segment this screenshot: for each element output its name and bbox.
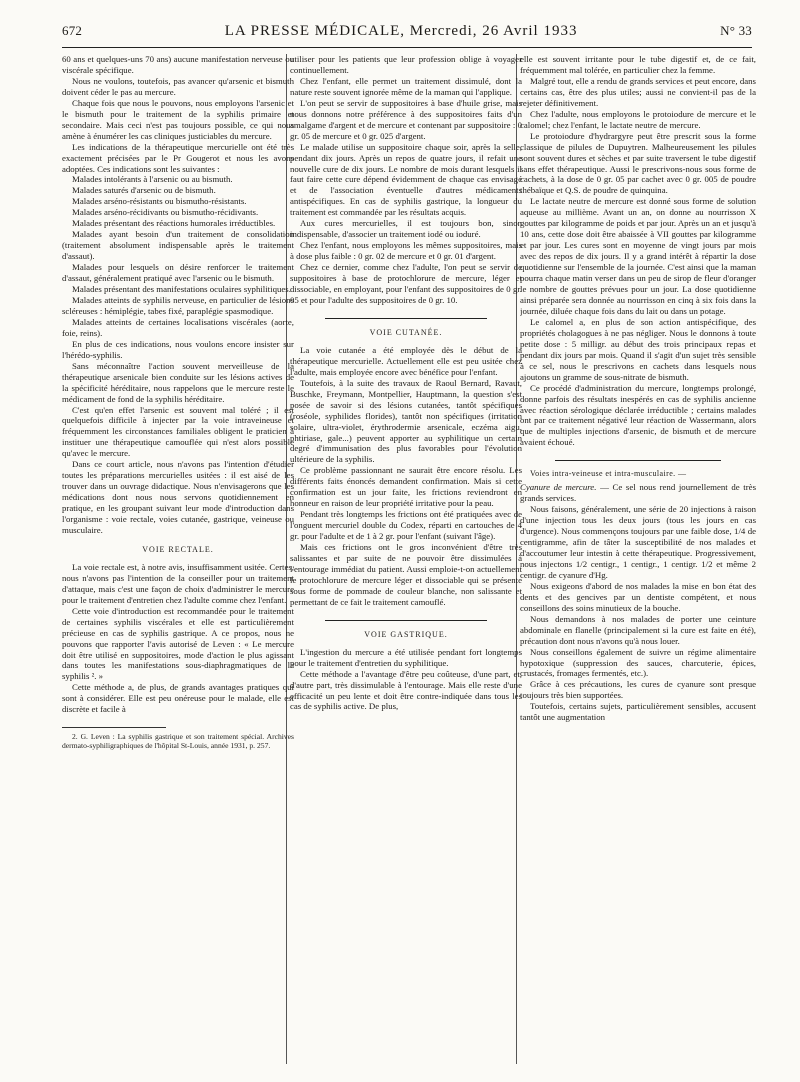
- paragraph: Le malade utilise un suppositoire chaque soir, après la selle, pendant dix jours. Après un repos de quatre jours, il refait une nouvelle cure de dix jours. Le nombre de mois durant lesquels il faut faire cette cure dépend évidemment de chaque cas envisagé et de l'association éventuelle d'autres médicaments antispécifiques. En cas de syphilis gastrique, la longueur du traitement est commandée par les résultats acquis.: [290, 141, 522, 218]
- paragraph: Chaque fois que nous le pouvons, nous employons l'arsenic et le bismuth pour le traitement de la syphilis primaire et secondaire. Mais ceci n'est pas toujours possible, ce qui nous amène à énumérer les cas cliniques justiciables du mercure.: [62, 97, 294, 141]
- header-rule: [62, 47, 752, 48]
- paragraph: elle est souvent irritante pour le tube digestif et, de ce fait, fréquemment mal tolérée, en particulier chez la femme.: [520, 54, 756, 75]
- paragraph: Dans ce court article, nous n'avons pas l'intention d'étudier toutes les préparations mercurielles usitées : il est aisé de les trouver dans un ouvrage didactique. Nous n'envisagerons que les médications dont nous nous servons quotidiennement en pratique, en les groupant suivant leur mode d'introduction dans l'organisme : voie rectale, voies cutanée, gastrique, veineuse ou musculaire.: [62, 459, 294, 535]
- issue-number: N° 33: [720, 23, 752, 38]
- paragraph: [520, 482, 756, 504]
- paragraph: Cette voie d'introduction est recommandée pour le traitement de certaines syphilis viscérales et elle est particulièrement précieuse en cas de syphilis gastrique. A ce propos, nous ne pouvons que rapporter l'avis autorisé de Leven : « Le mercure doit être utilisé en suppositoires, mode d'action le plus agissant dans toutes les manifestations sous-diaphragmatiques de la syphilis ². »: [62, 605, 294, 682]
- indication-item: Malades arséno-récidivants ou bismutho-récidivants.: [72, 207, 259, 218]
- section-heading-voies-intraveineuse: Voies intra-veineuse et intra-musculaire. —: [530, 469, 687, 479]
- paragraph: Aux cures mercurielles, il est toujours bon, sinon indispensable, d'associer un traitement iodé ou ioduré.: [290, 218, 522, 240]
- page-header: [62, 23, 752, 45]
- footnote-rule: [62, 727, 166, 728]
- section-divider: [325, 318, 487, 319]
- paragraph: Ce problème passionnant ne saurait être encore résolu. Les différents faits énoncés demandent confirmation. Mais si cette confirmation est un jour faite, les frictions reviendront en honneur en raison de leur propriété irritative pour la peau.: [290, 465, 522, 509]
- paragraph: La voie cutanée a été employée dès le début de la thérapeutique mercurielle. Actuellement elle est peu usitée chez l'adulte, mais employée encore avec bénéfice pour l'enfant.: [290, 344, 522, 377]
- paragraph: La voie rectale est, à notre avis, insuffisamment usitée. Certes, nous n'avons pas l'intention de la conseiller pour un traitement d'attaque, mais c'est une façon de choix d'administrer le mercure pour le traitement d'entretien chez l'adulte comme chez l'enfant.: [62, 561, 294, 605]
- page-number: 672: [62, 23, 83, 38]
- paragraph-text: — Ce sel nous rend journellement de très grands services.: [520, 482, 756, 504]
- indication-item: Malades atteints de syphilis nerveuse, en particulier de lésions scléreuses : hémiplégie, tabes fixé, paraplégie spasmodique.: [62, 294, 294, 316]
- column-1: [62, 54, 294, 1074]
- column-3: [520, 54, 756, 1074]
- paragraph: Les indications de la thérapeutique mercurielle ont été très exactement précisées par le Pr Gougerot et nous les avons adoptées. Ces indications sont les suivantes :: [62, 141, 294, 174]
- paragraph: Chez l'enfant, nous employons les mêmes suppositoires, mais à dose plus faible : 0 gr. 02 de mercure et 0 gr. 01 d'argent.: [290, 240, 522, 262]
- paragraph: utiliser pour les patients que leur profession oblige à voyager continuellement.: [290, 54, 522, 75]
- paragraph: Nous faisons, généralement, une série de 20 injections à raison d'une injection tous les deux jours (tous les jours en cas d'urgence). Nous commençons toujours par une faible dose, 1/4 de centigramme, afin de tâter la susceptibilité de nos malades et d'accoutumer leur intestin à cette thérapeutique. Progressivement, nous injectons 1/2 centigr., 1 centigr., 1 centigr. 1/2 et même 2 centigr. de cyanure d'Hg.: [520, 504, 756, 580]
- paragraph: Chez ce dernier, comme chez l'adulte, l'on peut se servir de suppositoires à base de protochlorure de mercure, léger et dissociable, en employant, pour l'enfant des suppositoires de 0 gr. 05 et pour l'adulte des suppositoires de 0 gr. 10.: [290, 262, 522, 305]
- indication-item: Malades arséno-résistants ou bismutho-résistants.: [72, 196, 247, 207]
- paragraph: Chez l'adulte, nous employons le protoiodure de mercure et le calomel; chez l'enfant, le lactate neutre de mercure.: [520, 108, 756, 130]
- paragraph: Le lactate neutre de mercure est donné sous forme de solution aqueuse au millième. Avant un an, on donne au nourrisson X gouttes par kilogramme de poids et par jour. Après un an et jusqu'à 10 ans, cette dose doit être abaissée à VII gouttes par kilogramme et par jour. Les cures sont en moyenne de vingt jours par mois avec des repos de dix jours. Il y a grand intérêt à répartir la dose quotidienne sur l'ensemble de la journée. C'est ainsi que la maman pourra chaque matin verser dans un peu de sirop de fleur d'oranger le nombre de gouttes prévues pour un jour. La dose quotidienne ainsi préparée sera donnée au nourrisson en cinq à six fois dans la journée, diluée chaque fois dans du lait ou dans un potage.: [520, 196, 756, 316]
- paragraph: Nous ne voulons, toutefois, pas avancer qu'arsenic et bismuth doivent céder le pas au mercure.: [62, 75, 294, 97]
- section-divider: [325, 620, 487, 621]
- paragraph: L'ingestion du mercure a été utilisée pendant fort longtemps pour le traitement d'entretien du syphilitique.: [290, 646, 522, 668]
- paragraph: Nous exigeons d'abord de nos malades la mise en bon état des dents et des gencives par un dentiste compétent, et nous conseillons des soins minutieux de la bouche.: [520, 580, 756, 613]
- paragraph: Malgré tout, elle a rendu de grands services et peut encore, dans certains cas, être des plus utiles; aussi ne convient-il pas de la rejeter définitivement.: [520, 75, 756, 108]
- section-heading-voie-cutanee: VOIE CUTANÉE.: [369, 327, 443, 337]
- paragraph: Cette méthode a, de plus, de grands avantages pratiques qui sont à considérer. Elle est peu onéreuse pour le malade, elle est discrète et facile à: [62, 682, 294, 715]
- subheading-cyanure: Cyanure de mercure.: [520, 482, 597, 493]
- paragraph: En plus de ces indications, nous voulons encore insister sur l'hérédo-syphilis.: [62, 338, 294, 360]
- paragraph: Nous conseillons également de suivre un régime alimentaire hypotoxique (suppression des sauces, charcuterie, épices, crustacés, fromages fermentés, etc.).: [520, 646, 756, 679]
- paragraph: Le protoiodure d'hydrargyre peut être prescrit sous la forme classique de pilules de Dupuytren. Malheureusement les pilules sont souvent dures et sèches et par suite traversent le tube digestif sans effet thérapeutique. Aussi le prescrivons-nous sous forme de cachets, à la dose de 0 gr. 05 par cachet avec 0 gr. 005 de poudre thébaïque et Q.S. de poudre de quinquina.: [520, 130, 756, 196]
- paragraph: Sans méconnaître l'action souvent merveilleuse de la thérapeutique arsenicale bien conduite sur les lésions actives de la spécificité héréditaire, nous rappelons que le mercure reste le médicament de fond de la syphilis héréditaire.: [62, 360, 294, 404]
- indication-item: Malades saturés d'arsenic ou de bismuth.: [72, 185, 216, 196]
- paragraph: 60 ans et quelques-uns 70 ans) aucune manifestation nerveuse ou viscérale spécifique.: [62, 54, 294, 75]
- column-2: [290, 54, 522, 1074]
- paragraph: L'on peut se servir de suppositoires à base d'huile grise, mais nous donnons notre préférence à des suppositoires faits d'un amalgame d'argent et de mercure et contenant par suppositoire : 0 gr. 05 de mercure et 0 gr. 025 d'argent.: [290, 97, 522, 141]
- paragraph: C'est qu'en effet l'arsenic est souvent mal toléré ; il est quelquefois difficile à injecter par la voie intraveineuse et fréquemment les circonstances familiales obligent le praticien à instituer une thérapeutique camouflée qui n'est alors possible qu'avec le mercure.: [62, 404, 294, 459]
- indication-item: Malades atteints de certaines localisations viscérales (aorte, foie, reins).: [62, 316, 294, 338]
- indication-item: Malades pour lesquels on désire renforcer le traitement d'assaut, généralement pratiqué avec l'arsenic ou le bismuth.: [62, 262, 294, 284]
- indication-item: Malades intolérants à l'arsenic ou au bismuth.: [72, 174, 233, 185]
- indication-item: Malades présentant des réactions humorales irréductibles.: [72, 218, 276, 229]
- paragraph: Grâce à ces précautions, les cures de cyanure sont presque toujours très bien supportées.: [520, 679, 756, 701]
- footnote: 2. G. Leven : La syphilis gastrique et son traitement spécial. Archives dermato-syphiligraphiques de l'hôpital St-Louis, année 1931, p. 257.: [62, 732, 294, 751]
- paragraph: Nous demandons à nos malades de porter une ceinture abdominale en flanelle (principalement si la cure est faite en été), précaution dont nous n'avons qu'à nous louer.: [520, 613, 756, 646]
- paragraph: Ce procédé d'administration du mercure, longtemps prolongé, donne parfois des résultats inespérés en cas de syphilis ancienne avec réaction sérologique déclarée irréductible ; certains malades ont par ce traitement négativé leur réaction de Wassermann, alors que de multiples injections d'arsenic, de bismuth et de mercure avaient échoué.: [520, 382, 756, 448]
- paragraph: Pendant très longtemps les frictions ont été pratiquées avec de l'onguent mercuriel double du Codex, réparti en cartouches de 4 gr. pour l'adulte et de 1 à 2 gr. pour l'enfant (suivant l'âge).: [290, 509, 522, 542]
- section-heading-voie-rectale: VOIE RECTALE.: [142, 544, 214, 554]
- paragraph: Le calomel a, en plus de son action antispécifique, des propriétés cholagogues à ne pas négliger. Nous le donnons à toute petite dose : 5 milligr. au début des trois principaux repas et pendant dix jours par mois. Quand il s'agit d'un sujet très sensible à ce sel, nous le prescrivons en cachets dans lesquels nous ajoutons un gramme de sous-nitrate de bismuth.: [520, 316, 756, 382]
- indication-item: Malades présentant des manifestations oculaires syphilitiques.: [72, 284, 291, 295]
- paragraph: Cette méthode a l'avantage d'être peu coûteuse, d'une part, et, d'autre part, très dissimulable à l'entourage. Mais elle reste d'une efficacité un peu lente et doit être contre-indiquée dans tous les cas de syphilis active. De plus,: [290, 668, 522, 712]
- section-divider: [555, 460, 720, 461]
- paragraph: Toutefois, certains sujets, particulièrement sensibles, accusent tantôt une augmentation: [520, 701, 756, 723]
- paragraph: Toutefois, à la suite des travaux de Raoul Bernard, Ravaut, Buschke, Freymann, Montpellier, Hauptmann, la question s'est posée de savoir si des lésions cutanées, tantôt spécifiques (roséole, syphilides florides), tantôt non spécifiques (irritation solaire, ultra-violet, érythrodermie arsenicale, eczéma aigu, phtiriase, gale...) peuvent apporter au syphilitique un certain degré d'immunisation des plus favorables pour l'évolution ultérieure de la syphilis.: [290, 377, 522, 465]
- section-heading-voie-gastrique: VOIE GASTRIQUE.: [364, 629, 448, 639]
- paragraph: Mais ces frictions ont le gros inconvénient d'être très salissantes et par suite de ne pouvoir être dissimulées à l'entourage immédiat du patient. Aussi emploie-t-on actuellement le protochlorure de mercure léger et dissociable qui se présente sous forme de pommade de couleur blanche, non salissante et permettant de ce fait le traitement camouflé.: [290, 542, 522, 607]
- paragraph: Chez l'enfant, elle permet un traitement dissimulé, dont la nature reste souvent ignorée même de la maman qui l'applique.: [290, 75, 522, 97]
- indication-item: Malades ayant besoin d'un traitement de consolidation (traitement absolument indispensable après le traitement d'assaut).: [62, 229, 294, 262]
- journal-title: LA PRESSE MÉDICALE, Mercredi, 26 Avril 1933: [224, 23, 578, 39]
